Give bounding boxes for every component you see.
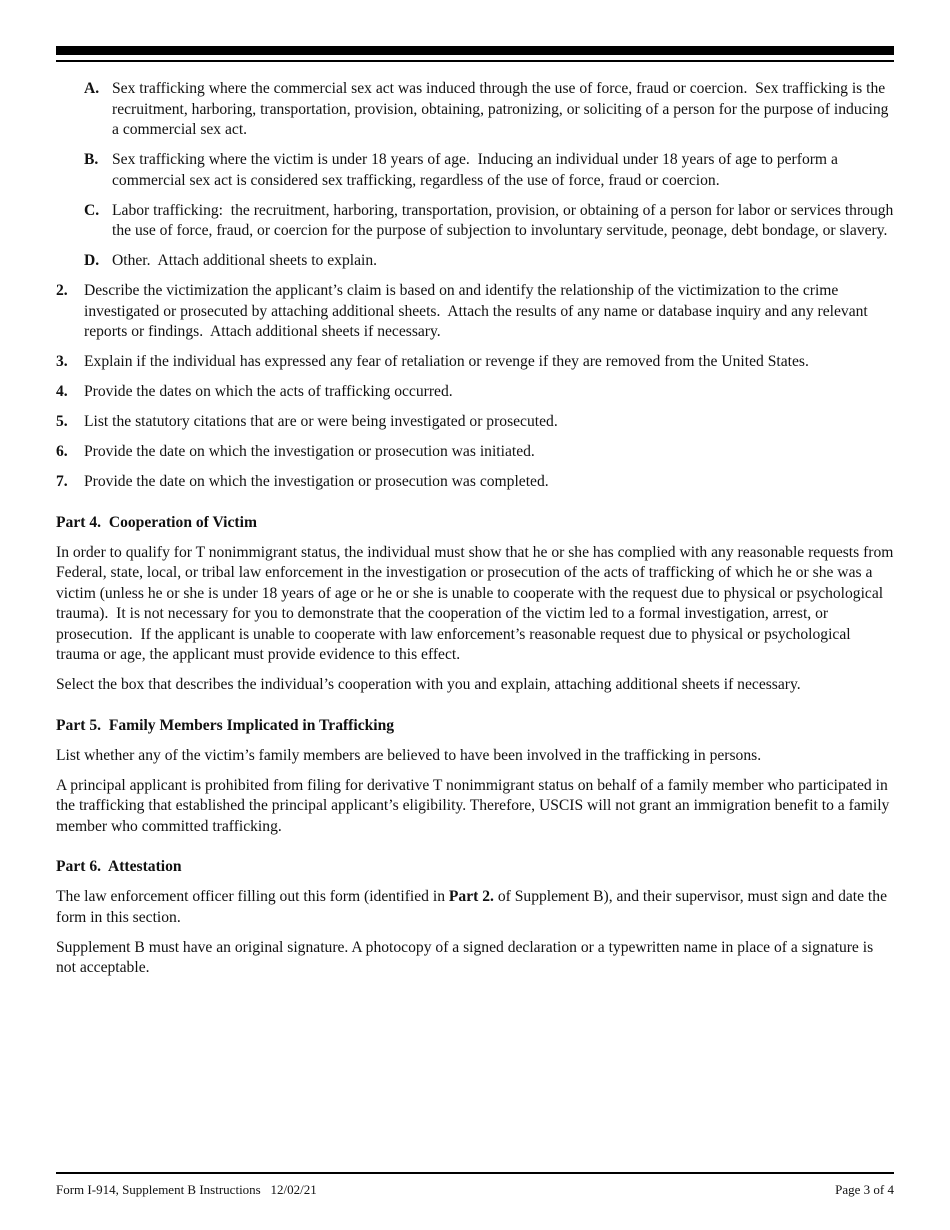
sub-item-label: A. — [84, 80, 100, 97]
item-number: 5. — [56, 413, 68, 430]
item-number: 2. — [56, 282, 68, 299]
item-text: Provide the dates on which the acts of trafficking occurred. — [84, 383, 453, 400]
part5-heading: Part 5. Family Members Implicated in Trafficking — [56, 716, 395, 734]
part6-paragraph-1 — [56, 887, 896, 928]
footer-page-number: Page 3 of 4 — [835, 1182, 894, 1197]
item-text: Describe the victimization the applicant’s claim is based on and identify the relationship of the victimization to the crime investigated or prosecuted by attaching additional sheets. Attach the results of any name or database inquiry and any relevant reports or findings. Attach additional sheets if necessary. — [84, 282, 868, 340]
item-number: 3. — [56, 353, 68, 370]
part6-bold-ref: Part 2. — [448, 888, 494, 905]
sub-item-a — [56, 79, 896, 141]
item-text: Explain if the individual has expressed any fear of retaliation or revenge if they are removed from the United States. — [84, 353, 809, 370]
item-text: Provide the date on which the investigation or prosecution was initiated. — [84, 443, 535, 460]
part6-text-post: of Supplement B), and their supervisor, must sign and date the form in this section. — [56, 888, 887, 926]
footer-form-id: Form I-914, Supplement B Instructions 12/02/21 — [56, 1182, 317, 1197]
item-4 — [56, 382, 896, 403]
item-6 — [56, 442, 896, 463]
item-number: 7. — [56, 473, 68, 490]
top-rule-thick — [56, 46, 894, 55]
sub-item-label: D. — [84, 252, 100, 269]
sub-item-b — [56, 150, 896, 191]
top-rule-thin — [56, 60, 894, 62]
item-number: 6. — [56, 443, 68, 460]
item-5 — [56, 412, 896, 433]
item-7 — [56, 472, 896, 493]
sub-item-text: Sex trafficking where the commercial sex act was induced through the use of force, fraud or coercion. Sex trafficking is the recruitment, harboring, transportation, provision, obtaining, patronizing, or soliciting of a person for the purpose of inducing a commercial sex act. — [112, 80, 889, 138]
part6-heading: Part 6. Attestation — [56, 858, 182, 875]
sub-item-text: Sex trafficking where the victim is under 18 years of age. Inducing an individual under 18 years of age to perform a commercial sex act is considered sex trafficking, regardless of the use of force, fraud or coercion. — [112, 151, 838, 189]
item-2 — [56, 281, 896, 343]
footer-rule — [56, 1172, 894, 1174]
part6-text-pre: The law enforcement officer filling out this form (identified in — [56, 888, 449, 905]
item-number: 4. — [56, 383, 68, 400]
part4-heading: Part 4. Cooperation of Victim — [56, 513, 257, 531]
sub-item-label: C. — [84, 201, 100, 219]
part4-paragraph-1: In order to qualify for T nonimmigrant status, the individual must show that he or she has complied with any reasonable requests from Federal, state, local, or tribal law enforcement in the investigation or prosecution of the acts of trafficking of which he or she was a victim (unless he or she is under 18 years of age or he or she is unable to cooperate with the request due to physical or psychological trauma). It is not necessary for you to demonstrate that the cooperation of the victim led to a formal investigation, arrest, or prosecution. If the applicant is unable to cooperate with law enforcement’s reasonable request due to physical or psychological trauma or age, the applicant must provide evidence to this effect. — [56, 543, 894, 663]
part6-paragraph-2: Supplement B must have an original signature. A photocopy of a signed declaration or a typewritten name in place of a signature is not acceptable. — [56, 938, 874, 976]
part4-paragraph-2: Select the box that describes the individual’s cooperation with you and explain, attaching additional sheets if necessary. — [56, 676, 801, 693]
sub-item-d — [56, 251, 896, 272]
page-content — [56, 79, 896, 988]
item-text: List the statutory citations that are or were being investigated or prosecuted. — [84, 413, 558, 430]
part5-paragraph-1: List whether any of the victim’s family members are believed to have been involved in the trafficking in persons. — [56, 746, 762, 764]
item-text: Provide the date on which the investigation or prosecution was completed. — [84, 473, 549, 490]
sub-item-label: B. — [84, 151, 99, 168]
sub-item-c — [56, 201, 896, 242]
part5-paragraph-2: A principal applicant is prohibited from filing for derivative T nonimmigrant status on behalf of a family member who participated in the trafficking that established the principal applicant’s eligibility. Therefore, USCIS will not grant an immigration benefit to a family member who committed trafficking. — [56, 776, 890, 835]
item-3 — [56, 352, 896, 373]
sub-item-text: Labor trafficking: the recruitment, harboring, transportation, provision, or obtaining of a person for labor or services through the use of force, fraud, or coercion for the purpose of subjection to involuntary servitude, peonage, debt bondage, or slavery. — [112, 201, 894, 239]
sub-item-text: Other. Attach additional sheets to explain. — [112, 252, 378, 269]
